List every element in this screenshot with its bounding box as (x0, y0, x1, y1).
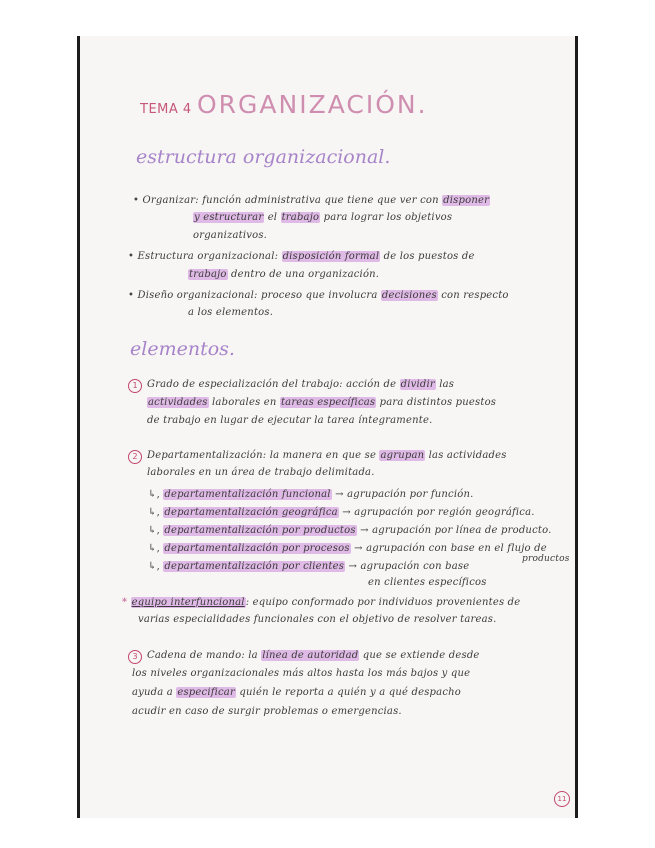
department-type: ↳, departamentalización por productos → agrupación por línea de producto. (148, 525, 552, 536)
department-type: ↳, departamentalización geográfica → agrupación por región geográfica. (148, 507, 535, 518)
item-line: laborales en un área de trabajo delimitada. (147, 467, 375, 478)
department-type-continuation: en clientes específicos (368, 577, 487, 588)
item-line: Cadena de mando: la línea de autoridad que se extiende desde (147, 650, 480, 661)
section-heading-estructura: estructura organizacional. (136, 146, 391, 168)
item-number-2: 2 (128, 450, 142, 464)
department-type: ↳, departamentalización funcional → agrupación por función. (148, 489, 474, 500)
bullet-line: • Estructura organizacional: disposición formal de los puestos de (128, 251, 475, 262)
item-line: Grado de especialización del trabajo: acción de dividir las (147, 379, 455, 390)
bullet-line: trabajo dentro de una organización. (189, 269, 380, 280)
note-line: * equipo interfuncional: equipo conformado por individuos provenientes de (122, 597, 521, 608)
item-number-3: 3 (128, 650, 142, 664)
item-line: los niveles organizacionales más altos hasta los más bajos y que (132, 668, 471, 679)
bullet-line: a los elementos. (188, 307, 274, 318)
bullet-line: • Diseño organizacional: proceso que involucra decisiones con respecto (128, 290, 509, 301)
item-line: ayuda a especificar quién le reporta a quién y a qué despacho (132, 687, 461, 698)
page-title: ORGANIZACIÓN. (197, 90, 428, 119)
bullet-line: y estructurar el trabajo para lograr los objetivos (194, 212, 453, 223)
department-type-continuation: productos (522, 554, 570, 564)
department-type: ↳, departamentalización por procesos → agrupación con base en el flujo de (148, 543, 547, 554)
item-line: Departamentalización: la manera en que se agrupan las actividades (147, 450, 507, 461)
topic-number: TEMA 4 (140, 102, 192, 117)
note-line: varias especialidades funcionales con el objetivo de resolver tareas. (138, 614, 497, 625)
item-line: de trabajo en lugar de ejecutar la tarea íntegramente. (147, 415, 433, 426)
scan-top-margin (0, 0, 655, 36)
section-heading-elementos: elementos. (130, 338, 235, 360)
bullet-line: organizativos. (193, 230, 268, 241)
item-line: acudir en caso de surgir problemas o emergencias. (132, 706, 402, 717)
page-number: 11 (554, 791, 570, 807)
item-line: actividades laborales en tareas específicas para distintos puestos (148, 397, 497, 408)
item-number-1: 1 (128, 379, 142, 393)
department-type: ↳, departamentalización por clientes → agrupación con base (148, 561, 470, 572)
bullet-line: • Organizar: función administrativa que tiene que ver con disponer (133, 195, 490, 206)
